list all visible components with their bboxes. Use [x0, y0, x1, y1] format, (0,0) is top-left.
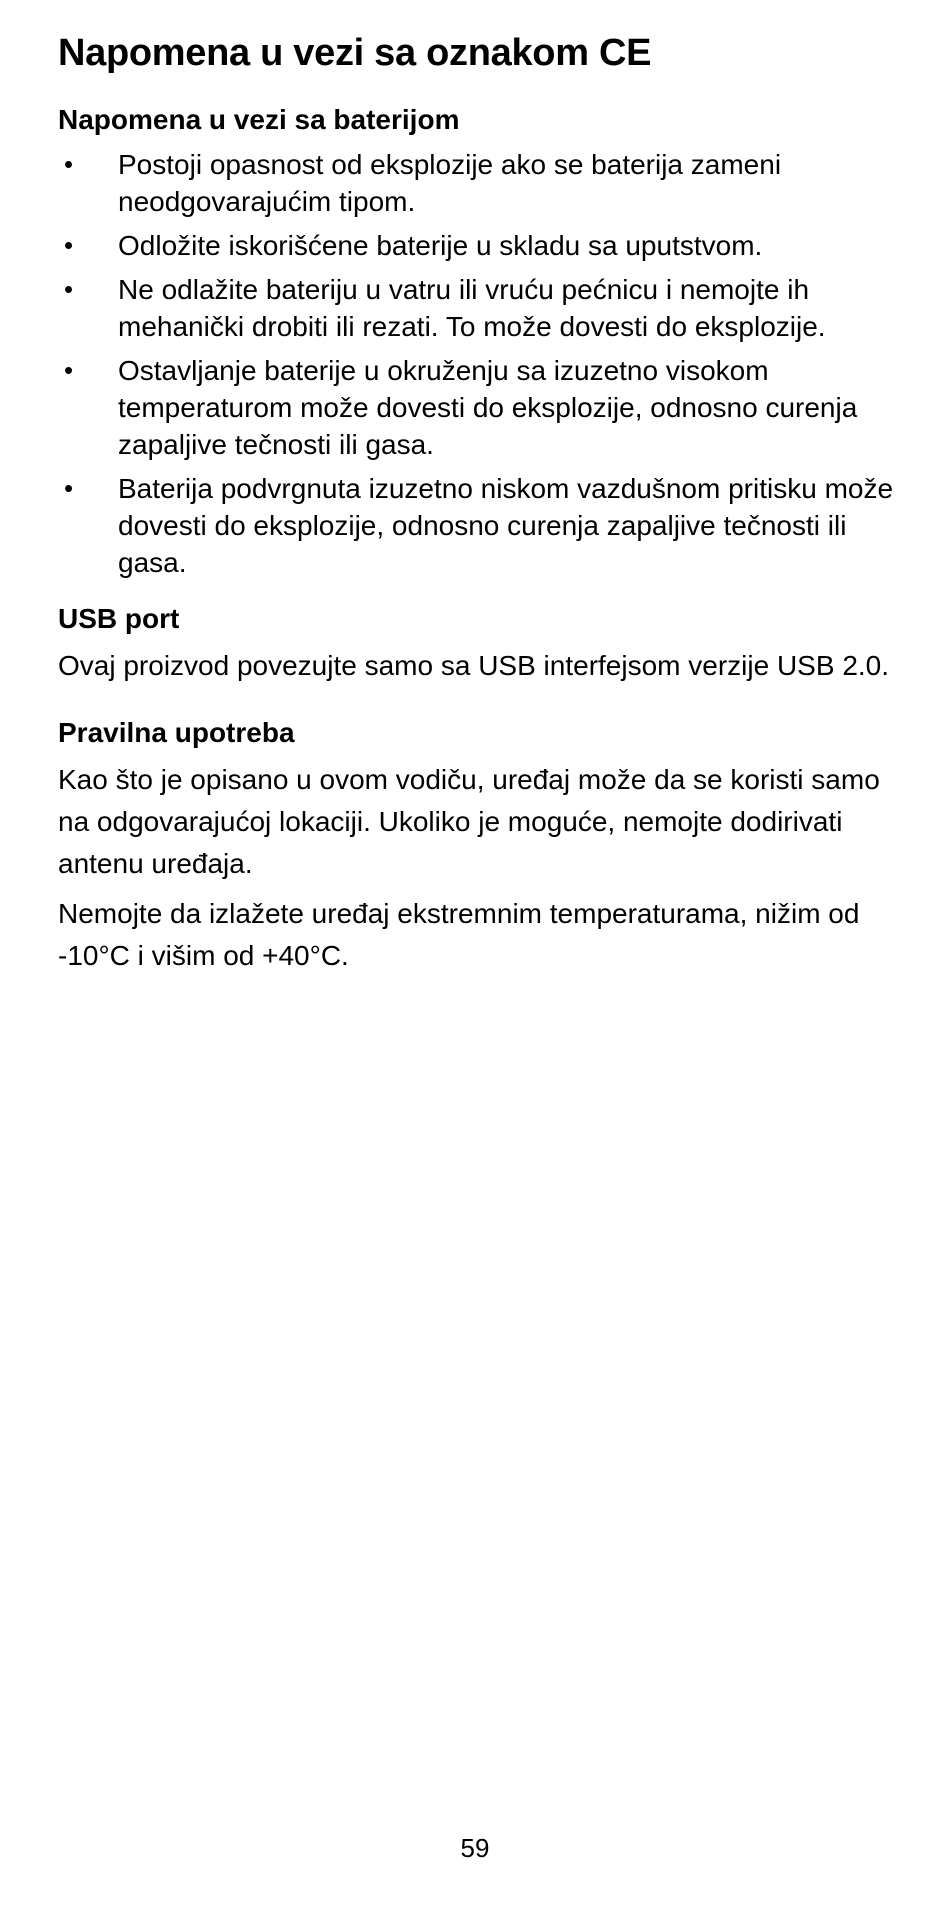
bullet-icon: •: [64, 473, 74, 503]
list-item: [58, 227, 900, 264]
battery-list: [58, 146, 900, 581]
bullet-icon: •: [64, 149, 74, 179]
list-item: [58, 470, 900, 581]
document-page: [58, 30, 900, 985]
usage-paragraph: Nemojte da izlažete uređaj ekstremnim temperaturama, nižim od -10°C i višim od +40°C.: [58, 898, 860, 971]
bullet-icon: •: [64, 355, 74, 385]
list-item: [58, 146, 900, 220]
usb-text: Ovaj proizvod povezujte samo sa USB interfejsom verzije USB 2.0.: [58, 650, 890, 681]
page-number: 59: [460, 1833, 490, 1863]
usb-heading: USB port: [58, 603, 180, 634]
list-item-text: Ne odlažite bateriju u vatru ili vruću pećnicu i nemojte ih mehanički drobiti ili rezati. To može dovesti do eksplozije.: [118, 274, 826, 342]
list-item-text: Postoji opasnost od eksplozije ako se baterija zameni neodgovarajućim tipom.: [118, 149, 782, 217]
usage-section: [58, 715, 900, 977]
list-item-text: Baterija podvrgnuta izuzetno niskom vazdušnom pritisku može dovesti do eksplozije, odnosno curenja zapaljive tečnosti ili gasa.: [118, 473, 894, 578]
battery-section: [58, 102, 900, 581]
bullet-icon: •: [64, 230, 74, 260]
battery-heading: Napomena u vezi sa baterijom: [58, 104, 460, 135]
section-spacer: [58, 695, 900, 715]
page-title: Napomena u vezi sa oznakom CE: [58, 32, 652, 74]
usage-paragraph: Kao što je opisano u ovom vodiču, uređaj može da se koristi samo na odgovarajućoj lokaciji. Ukoliko je moguće, nemojte dodirivati antenu uređaja.: [58, 764, 880, 879]
list-item-text: Odložite iskorišćene baterije u skladu sa uputstvom.: [118, 230, 763, 261]
list-item-text: Ostavljanje baterije u okruženju sa izuzetno visokom temperaturom može dovesti do eksplozije, odnosno curenja zapaljive tečnosti ili gasa.: [118, 355, 858, 460]
list-item: [58, 271, 900, 345]
usage-heading: Pravilna upotreba: [58, 717, 295, 748]
usb-section: [58, 601, 900, 687]
list-item: [58, 352, 900, 463]
bullet-icon: •: [64, 274, 74, 304]
